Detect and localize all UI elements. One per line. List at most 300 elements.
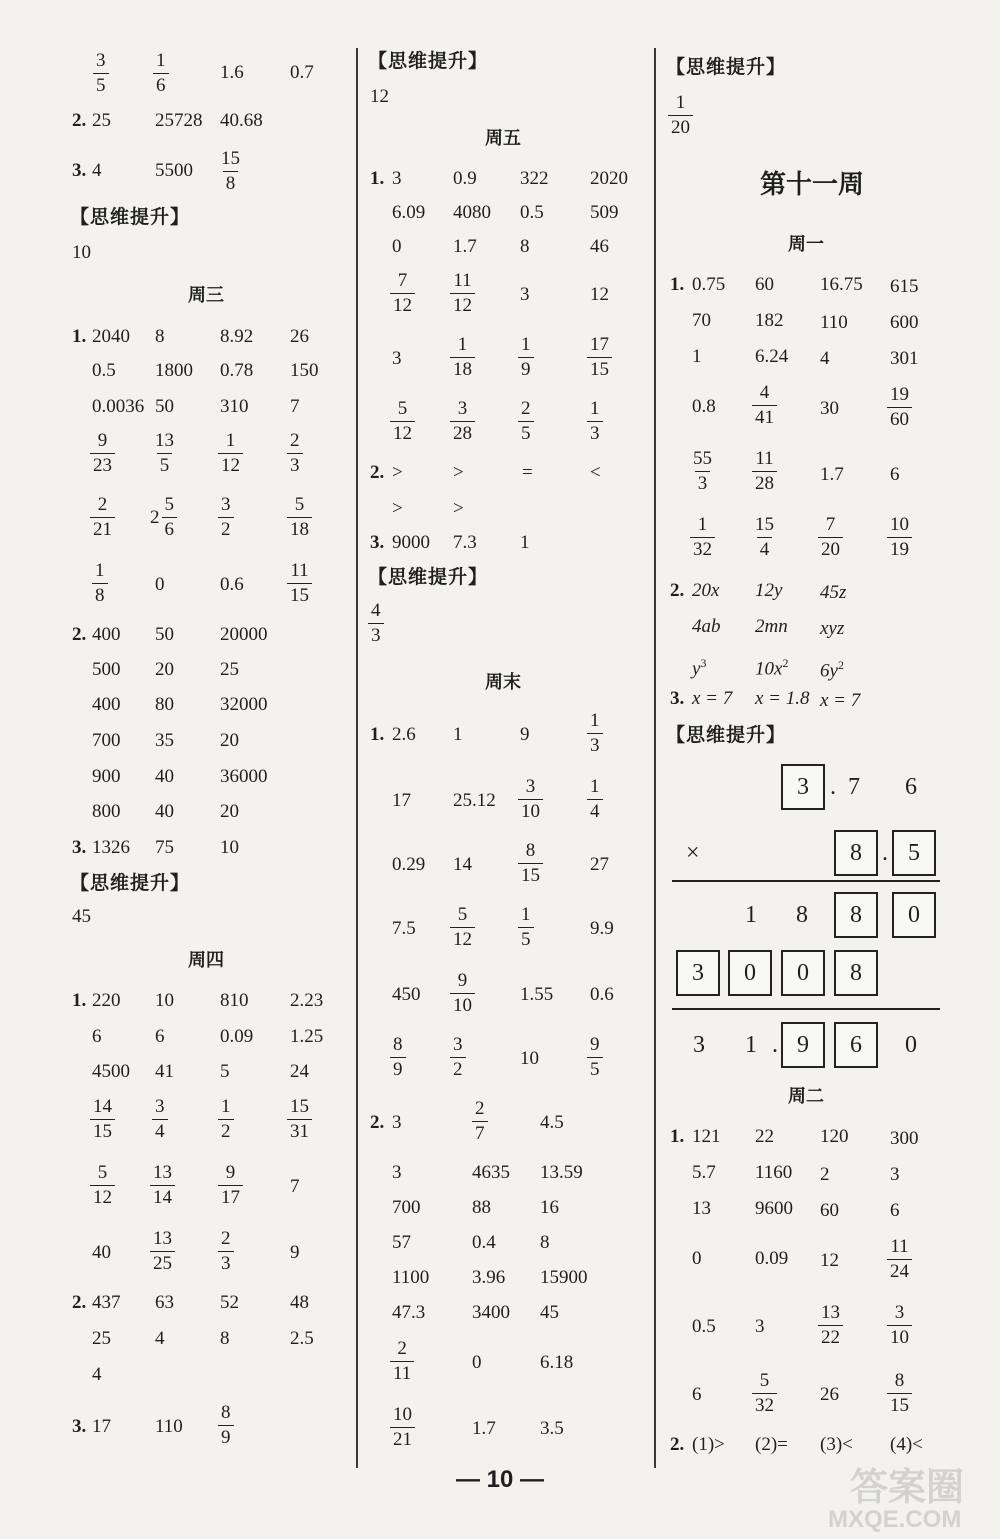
answer: 57	[392, 1232, 411, 1253]
answer: 4	[92, 160, 102, 181]
answer: 9000	[392, 532, 430, 553]
answer: 4635	[472, 1162, 510, 1183]
answer: 3	[392, 1162, 402, 1183]
answer: 600	[890, 312, 919, 333]
fraction: $\frac{1}{5}$	[518, 904, 534, 951]
answer: 0.09	[220, 1026, 254, 1047]
answer: 220	[92, 990, 121, 1011]
answer: 1.55	[520, 984, 554, 1005]
answer: 20000	[220, 624, 268, 645]
column-divider-left	[356, 48, 358, 1468]
answer: 20	[155, 659, 174, 680]
fraction: $\frac{3}{4}$	[152, 1096, 168, 1143]
answer: 310	[220, 396, 249, 417]
question-number: 2.	[72, 624, 87, 645]
answer: 1	[520, 532, 530, 553]
question-number: 1.	[72, 326, 87, 347]
fraction: $\frac{1}{18}$	[450, 334, 475, 381]
answer: 50	[155, 624, 174, 645]
fraction: $\frac{8}{15}$	[887, 1370, 912, 1417]
fraction: $\frac{14}{15}$	[90, 1096, 115, 1143]
fraction: $\frac{9}{5}$	[587, 1034, 603, 1081]
answer: <	[590, 462, 601, 483]
times-sign: ×	[686, 840, 700, 866]
answer: 300	[890, 1128, 919, 1149]
answer: 1.7	[820, 464, 844, 485]
answer: 0.6	[590, 984, 614, 1005]
fraction: $\frac{1}{8}$	[92, 560, 108, 607]
answer: 0	[472, 1352, 482, 1373]
answer: x = 1.8	[755, 688, 810, 709]
answer: 615	[890, 276, 919, 297]
day-heading-thu: 周四	[188, 950, 224, 971]
answer: 12	[590, 284, 609, 305]
fraction: $\frac{1}{32}$	[690, 514, 715, 561]
fraction: $\frac{9}{10}$	[450, 970, 475, 1017]
fraction: $\frac{15}{4}$	[755, 514, 774, 560]
answer: 0.7	[290, 62, 314, 83]
answer: 20	[220, 730, 239, 751]
answer: 10	[72, 242, 91, 263]
answer: 2mn	[755, 616, 788, 637]
answer: 1800	[155, 360, 193, 381]
day-heading-wed: 周三	[188, 285, 224, 306]
answer: 0.75	[692, 274, 726, 295]
question-number: 1.	[670, 1126, 685, 1147]
question-number: 3.	[72, 160, 87, 181]
answer: 12y	[755, 580, 783, 601]
answer: 40	[155, 801, 174, 822]
fraction: $\frac{3}{10}$	[887, 1302, 912, 1349]
fraction: $\frac{2}{7}$	[472, 1098, 488, 1145]
fraction: $\frac{13}{25}$	[150, 1228, 175, 1275]
day-heading-tue: 周二	[788, 1086, 824, 1107]
answer: 121	[692, 1126, 721, 1147]
fraction: $\frac{11}{15}$	[287, 560, 312, 607]
fraction: $\frac{1}{3}$	[587, 398, 603, 445]
fraction: $\frac{10}{21}$	[390, 1404, 415, 1451]
answer: 8	[155, 326, 165, 347]
fraction: $\frac{3}{5}$	[93, 50, 109, 97]
answer: >	[392, 498, 403, 519]
question-number: 1.	[370, 724, 385, 745]
question-number: 3.	[370, 532, 385, 553]
answer: 7	[290, 1176, 300, 1197]
answer: 6	[92, 1026, 102, 1047]
answer: 14	[453, 854, 472, 875]
answer: 1100	[392, 1267, 430, 1288]
watermark-logo: 答案圈	[850, 1467, 965, 1509]
answer: 7.5	[392, 918, 416, 939]
answer: 800	[92, 801, 121, 822]
answer: 6	[890, 1200, 900, 1221]
answer: 4	[820, 348, 830, 369]
fraction: $\frac{8}{9}$	[390, 1034, 406, 1081]
answer: 0	[692, 1248, 702, 1269]
power: $y^3$	[692, 656, 707, 680]
answer: 8.92	[220, 326, 254, 347]
power: $10x^2$	[755, 656, 789, 680]
answer: 6	[890, 464, 900, 485]
think-heading: 【思维提升】	[70, 206, 191, 228]
fraction: $\frac{11}{24}$	[887, 1236, 912, 1283]
fraction: $\frac{2}{3}$	[218, 1228, 234, 1275]
fraction: $\frac{1}{4}$	[587, 776, 603, 823]
answer: 0.09	[755, 1248, 789, 1269]
answer: 32000	[220, 694, 268, 715]
answer: 75	[155, 837, 174, 858]
answer: 400	[92, 624, 121, 645]
digit-box: 3	[781, 764, 825, 810]
answer: 2.23	[290, 990, 324, 1011]
fraction: $\frac{15}{8}$	[221, 148, 240, 194]
fraction: $\frac{3}{2}$	[218, 494, 234, 541]
fraction: $\frac{3}{28}$	[450, 398, 475, 445]
answer: (2)=	[755, 1434, 788, 1455]
answer: 2.5	[290, 1328, 314, 1349]
digit-box: 3	[676, 950, 720, 996]
answer: 35	[155, 730, 174, 751]
answer: 60	[755, 274, 774, 295]
answer: x = 7	[820, 690, 861, 711]
answer: 3	[392, 348, 402, 369]
answer: 15900	[540, 1267, 588, 1288]
answer: 6.18	[540, 1352, 574, 1373]
digit: 7	[848, 774, 860, 800]
answer: 26	[290, 326, 309, 347]
answer: 25	[92, 110, 111, 131]
answer: 45	[72, 906, 91, 927]
answer: 9.9	[590, 918, 614, 939]
answer: 6.09	[392, 202, 426, 223]
fraction: $\frac{1}{3}$	[587, 710, 603, 757]
answer: 80	[155, 694, 174, 715]
answer: 40	[92, 1242, 111, 1263]
digit-box: 0	[892, 892, 936, 938]
digit: 6	[905, 774, 917, 800]
answer: 26	[820, 1384, 839, 1405]
answer: 3	[392, 168, 402, 189]
answer: 0	[392, 236, 402, 257]
answer: 3	[755, 1316, 765, 1337]
answer: 0.78	[220, 360, 254, 381]
answer: 70	[692, 310, 711, 331]
answer: 63	[155, 1292, 174, 1313]
rule-line	[672, 880, 940, 882]
digit: 0	[905, 1032, 917, 1058]
answer: 3	[520, 284, 530, 305]
answer: xyz	[820, 618, 845, 639]
answer: 1326	[92, 837, 130, 858]
answer: 5500	[155, 160, 193, 181]
week-title: 第十一周	[760, 170, 865, 200]
think-heading: 【思维提升】	[368, 566, 489, 588]
answer: 50	[155, 396, 174, 417]
power: $6y^2$	[820, 658, 844, 682]
answer: 4080	[453, 202, 491, 223]
answer: 8	[520, 236, 530, 257]
digit-box: 8	[834, 892, 878, 938]
think-heading: 【思维提升】	[368, 50, 489, 72]
fraction: $\frac{17}{15}$	[587, 334, 612, 381]
fraction: $\frac{3}{2}$	[450, 1034, 466, 1081]
answer: 25	[92, 1328, 111, 1349]
answer: 509	[590, 202, 619, 223]
answer: 1	[453, 724, 463, 745]
day-heading-mon: 周一	[788, 234, 824, 255]
fraction: $\frac{2}{3}$	[287, 430, 303, 477]
answer: 500	[92, 659, 121, 680]
answer: 400	[92, 694, 121, 715]
answer: >	[453, 498, 464, 519]
question-number: 2.	[370, 462, 385, 483]
answer: 20	[220, 801, 239, 822]
question-number: 2.	[72, 1292, 87, 1313]
mixed-number: 2 $\frac{5}{6}$	[150, 494, 177, 541]
answer: 2.6	[392, 724, 416, 745]
answer: 182	[755, 310, 784, 331]
watermark-url: MXQE.COM	[828, 1506, 962, 1533]
digit-box: 0	[728, 950, 772, 996]
answer: 46	[590, 236, 609, 257]
fraction: $\frac{3}{10}$	[518, 776, 543, 823]
fraction: $\frac{1}{6}$	[153, 50, 169, 97]
answer: 3.96	[472, 1267, 506, 1288]
fraction: $\frac{1}{12}$	[218, 430, 243, 477]
answer: 25	[220, 659, 239, 680]
answer: 4ab	[692, 616, 721, 637]
question-number: 3.	[670, 688, 685, 709]
fraction: $\frac{11}{12}$	[450, 270, 475, 317]
answer: 27	[590, 854, 609, 875]
answer: 6.24	[755, 346, 789, 367]
answer: 41	[155, 1061, 174, 1082]
digit-box: 8	[834, 830, 878, 876]
fraction: $\frac{55}{3}$	[693, 448, 712, 494]
digit-box: 6	[834, 1022, 878, 1068]
answer: 437	[92, 1292, 121, 1313]
fraction: $\frac{1}{20}$	[668, 92, 693, 139]
answer: 3	[890, 1164, 900, 1185]
fraction: $\frac{4}{3}$	[368, 600, 384, 647]
answer: 30	[820, 398, 839, 419]
think-heading: 【思维提升】	[70, 872, 191, 894]
answer: 25.12	[453, 790, 496, 811]
column-divider-right	[654, 48, 656, 1468]
fraction: $\frac{2}{5}$	[518, 398, 534, 445]
fraction: $\frac{10}{19}$	[887, 514, 912, 561]
answer: 48	[290, 1292, 309, 1313]
question-number: 1.	[72, 990, 87, 1011]
fraction: $\frac{7}{20}$	[818, 514, 843, 561]
fraction: $\frac{1}{9}$	[518, 334, 534, 381]
question-number: 1.	[670, 274, 685, 295]
answer: 9	[290, 1242, 300, 1263]
answer: 10	[220, 837, 239, 858]
answer: 322	[520, 168, 549, 189]
digit: 3	[693, 1032, 705, 1058]
answer: 5	[220, 1061, 230, 1082]
answer: 20x	[692, 580, 720, 601]
answer: 16.75	[820, 274, 863, 295]
answer: 88	[472, 1197, 491, 1218]
answer: 4	[92, 1364, 102, 1385]
answer: 450	[392, 984, 421, 1005]
rule-line	[672, 1008, 940, 1010]
answer: 301	[890, 348, 919, 369]
answer: 0.29	[392, 854, 426, 875]
fraction: $\frac{5}{18}$	[287, 494, 312, 541]
answer: 45z	[820, 582, 847, 603]
fraction: $\frac{5}{12}$	[450, 904, 475, 951]
answer: 8	[220, 1328, 230, 1349]
answer: 22	[755, 1126, 774, 1147]
decimal-point: .	[882, 840, 888, 866]
digit-box: 8	[834, 950, 878, 996]
answer: 5.7	[692, 1162, 716, 1183]
answer: 1	[692, 346, 702, 367]
fraction: $\frac{5}{32}$	[752, 1370, 777, 1417]
answer: =	[522, 462, 533, 483]
answer: (4)<	[890, 1434, 923, 1455]
day-heading-fri: 周五	[485, 128, 521, 149]
think-heading: 【思维提升】	[666, 56, 787, 78]
answer: 40	[155, 766, 174, 787]
fraction: $\frac{5}{12}$	[390, 398, 415, 445]
answer: 12	[370, 86, 389, 107]
answer: x = 7	[692, 688, 733, 709]
answer: 900	[92, 766, 121, 787]
answer: 47.3	[392, 1302, 426, 1323]
answer: 0.8	[692, 396, 716, 417]
answer: 700	[92, 730, 121, 751]
answer: 0.5	[92, 360, 116, 381]
day-heading-weekend: 周末	[485, 672, 521, 693]
answer: 1.7	[472, 1418, 496, 1439]
answer: 110	[155, 1416, 183, 1437]
answer: 4.5	[540, 1112, 564, 1133]
fraction: $\frac{2}{11}$	[390, 1338, 414, 1385]
fraction: $\frac{19}{60}$	[887, 384, 912, 431]
answer: 10	[155, 990, 174, 1011]
answer: 700	[392, 1197, 421, 1218]
think-heading: 【思维提升】	[666, 724, 787, 746]
fraction: $\frac{13}{14}$	[150, 1162, 175, 1209]
answer: 25728	[155, 110, 203, 131]
answer: 13.59	[540, 1162, 583, 1183]
decimal-point: .	[830, 774, 836, 800]
question-number: 3.	[72, 1416, 87, 1437]
answer: 10	[520, 1048, 539, 1069]
fraction: $\frac{13}{22}$	[818, 1302, 843, 1349]
answer: (1)>	[692, 1434, 725, 1455]
answer: 4	[155, 1328, 165, 1349]
digit-box: 0	[781, 950, 825, 996]
answer: 13	[692, 1198, 711, 1219]
answer: 24	[290, 1061, 309, 1082]
fraction: $\frac{2}{21}$	[90, 494, 115, 541]
answer: 52	[220, 1292, 239, 1313]
answer: 3	[392, 1112, 402, 1133]
fraction: $\frac{1}{2}$	[218, 1096, 234, 1143]
fraction: $\frac{13}{5}$	[155, 430, 174, 476]
answer: 0	[155, 574, 165, 595]
fraction: $\frac{11}{28}$	[752, 448, 777, 495]
page-number: — 10 —	[456, 1466, 545, 1493]
answer: 110	[820, 312, 848, 333]
question-number: 1.	[370, 168, 385, 189]
fraction: $\frac{8}{9}$	[218, 1402, 234, 1449]
answer: 40.68	[220, 110, 263, 131]
digit-box: 9	[781, 1022, 825, 1068]
question-number: 2.	[670, 1434, 685, 1455]
answer: 810	[220, 990, 249, 1011]
answer: 1160	[755, 1162, 793, 1183]
digit: 8	[796, 902, 808, 928]
question-number: 2.	[370, 1112, 385, 1133]
fraction: $\frac{4}{41}$	[752, 382, 777, 429]
answer: 6	[692, 1384, 702, 1405]
question-number: 3.	[72, 837, 87, 858]
answer: 150	[290, 360, 319, 381]
answer: 0.9	[453, 168, 477, 189]
answer: 2040	[92, 326, 130, 347]
question-number: 2.	[670, 580, 685, 601]
answer: (3)<	[820, 1434, 853, 1455]
answer: 3.5	[540, 1418, 564, 1439]
answer: 0.4	[472, 1232, 496, 1253]
digit: 1	[745, 902, 757, 928]
fraction: $\frac{9}{17}$	[218, 1162, 243, 1209]
answer: 120	[820, 1126, 849, 1147]
answer: 3400	[472, 1302, 510, 1323]
fraction: $\frac{5}{12}$	[90, 1162, 115, 1209]
digit: 1	[745, 1032, 757, 1058]
question-number: 2.	[72, 110, 87, 131]
fraction: $\frac{9}{23}$	[90, 430, 115, 477]
answer: 9600	[755, 1198, 793, 1219]
fraction: $\frac{8}{15}$	[518, 840, 543, 887]
answer: 12	[820, 1250, 839, 1271]
answer: 17	[392, 790, 411, 811]
answer: 4500	[92, 1061, 130, 1082]
fraction: $\frac{7}{12}$	[390, 270, 415, 317]
answer: 9	[520, 724, 530, 745]
answer: 7.3	[453, 532, 477, 553]
answer: 36000	[220, 766, 268, 787]
answer: 16	[540, 1197, 559, 1218]
answer: 7	[290, 396, 300, 417]
answer: 1.7	[453, 236, 477, 257]
answer: 0.5	[692, 1316, 716, 1337]
answer: 0.6	[220, 574, 244, 595]
digit-box: 5	[892, 830, 936, 876]
answer: 2020	[590, 168, 628, 189]
answer: 17	[92, 1416, 111, 1437]
answer: 8	[540, 1232, 550, 1253]
decimal-point: .	[772, 1032, 778, 1058]
answer: 0.5	[520, 202, 544, 223]
answer: 60	[820, 1200, 839, 1221]
answer: 1.6	[220, 62, 244, 83]
answer: >	[453, 462, 464, 483]
answer: 2	[820, 1164, 830, 1185]
answer: 1.25	[290, 1026, 324, 1047]
answer: >	[392, 462, 403, 483]
fraction: $\frac{15}{31}$	[287, 1096, 312, 1143]
answer: 0.0036	[92, 396, 145, 417]
answer: 6	[155, 1026, 165, 1047]
